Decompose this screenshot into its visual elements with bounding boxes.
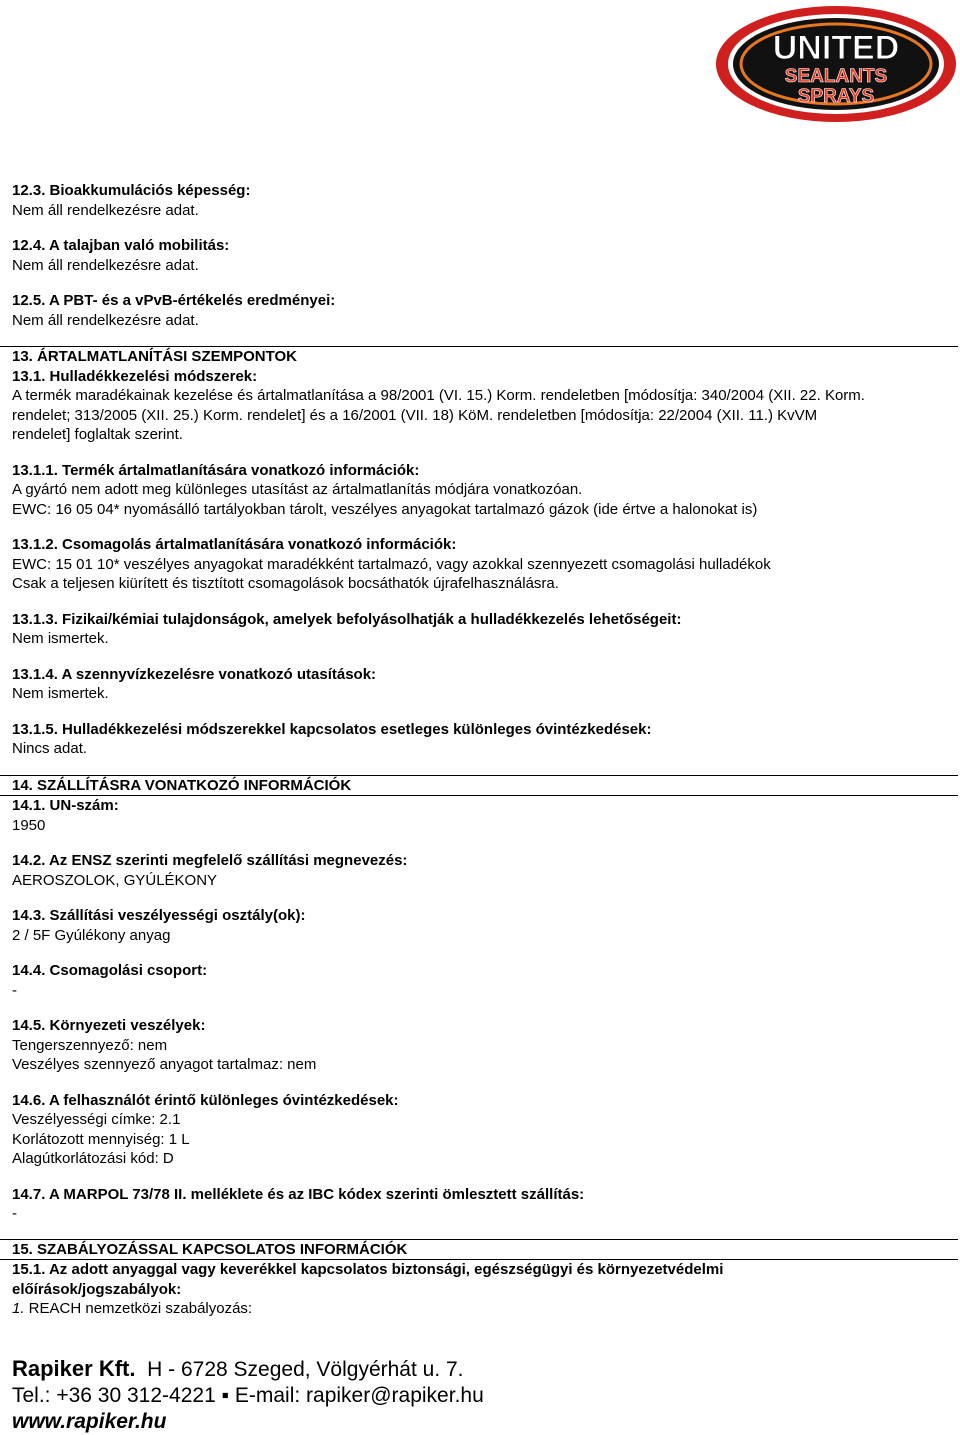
section-14-4-text: -	[12, 981, 17, 999]
section-13-1-heading: 13.1. Hulladékkezelési módszerek:	[12, 367, 258, 385]
section-14-2-heading: 14.2. Az ENSZ szerinti megfelelő szállítási megnevezés:	[12, 852, 408, 869]
section-13-1-3-text: Nem ismertek.	[12, 630, 109, 647]
section-12-3-heading: 12.3. Bioakkumulációs képesség:	[12, 182, 251, 199]
section-14-5-line2: Veszélyes szennyező anyagot tartalmaz: nem	[12, 1056, 317, 1073]
section-13-1-1-heading: 13.1.1. Termék ártalmatlanítására vonatkozó információk:	[12, 461, 420, 479]
section-13-1-4-heading: 13.1.4. A szennyvízkezelésre vonatkozó utasítások:	[12, 665, 377, 683]
section-12-4-text: Nem áll rendelkezésre adat.	[12, 256, 199, 274]
section-15-1-item	[12, 1299, 958, 1319]
section-13-1-2-heading: 13.1.2. Csomagolás ártalmatlanítására vonatkozó információk:	[12, 536, 457, 553]
section-13-1-4-text: Nem ismertek.	[12, 685, 109, 702]
section-13-1-5-heading: 13.1.5. Hulladékkezelési módszerekkel kapcsolatos esetleges különleges óvintézkedések:	[12, 720, 652, 738]
section-14-7-heading: 14.7. A MARPOL 73/78 II. melléklete és az IBC kódex szerinti ömlesztett szállítás:	[12, 1185, 585, 1203]
section-14-5-line1: Tengerszennyező: nem	[12, 1036, 168, 1054]
footer-address: H - 6728 Szeged, Völgyérhát u. 7.	[147, 1358, 464, 1381]
section-14-7-text: -	[12, 1205, 17, 1222]
section-13-1-1-line1: A gyártó nem adott meg különleges utasítást az ártalmatlanítás módjára vonatkozóan.	[12, 481, 583, 498]
section-14-5-heading: 14.5. Környezeti veszélyek:	[12, 1017, 206, 1034]
section-14-6-line3: Alagútkorlátozási kód: D	[12, 1150, 174, 1167]
section-13-1-1-line2: EWC: 16 05 04* nyomásálló tartályokban tárolt, veszélyes anyagokat tartalmazó gázok (ide értve a halonokat is)	[12, 500, 758, 518]
section-15-1-item-number: 1.	[12, 1300, 25, 1317]
section-14-3-text: 2 / 5F Gyúlékony anyag	[12, 926, 171, 944]
logo-text-sealants: SEALANTS	[784, 66, 888, 87]
logo-text-united: UNITED	[772, 29, 900, 67]
section-14-1-heading: 14.1. UN-szám:	[12, 797, 119, 814]
section-13-1-2-line1: EWC: 15 01 10* veszélyes anyagokat maradékként tartalmazó, vagy azokkal szennyezett csomagolási hulladékok	[12, 555, 771, 573]
section-14-2-text: AEROSZOLOK, GYÚLÉKONY	[12, 871, 218, 889]
section-12-5-heading: 12.5. A PBT- és a vPvB-értékelés eredményei:	[12, 292, 336, 309]
footer-line-1	[12, 1356, 484, 1383]
footer-website-link[interactable]: www.rapiker.hu	[12, 1410, 167, 1433]
section-13-heading-bar	[0, 346, 958, 367]
section-15-1-item-text: REACH nemzetközi szabályozás:	[24, 1300, 253, 1317]
section-15-heading-bar	[0, 1239, 958, 1261]
section-13-1-3-heading: 13.1.3. Fizikai/kémiai tulajdonságok, amelyek befolyásolhatják a hulladékkezelés lehetőségeit:	[12, 610, 682, 628]
section-15-heading: 15. SZABÁLYOZÁSSAL KAPCSOLATOS INFORMÁCIÓK	[12, 1240, 408, 1258]
section-14-6-line1: Veszélyességi címke: 2.1	[12, 1111, 181, 1128]
section-12-5-text: Nem áll rendelkezésre adat.	[12, 311, 199, 329]
section-14-heading-bar	[0, 775, 958, 797]
section-14-1-text: 1950	[12, 816, 46, 834]
section-13-1-line1: A termék maradékainak kezelése és ártalmatlanítása a 98/2001 (VI. 15.) Korm. rendeletben [módosítja: 340/2004 (XII. 22. Korm.	[12, 387, 865, 404]
page-footer	[12, 1356, 484, 1435]
footer-contact: Tel.: +36 30 312-4221 ▪ E-mail: rapiker@rapiker.hu	[12, 1384, 484, 1407]
section-12-3-text: Nem áll rendelkezésre adat.	[12, 201, 199, 219]
section-13-1-line2: rendelet; 313/2005 (XII. 25.) Korm. rendelet] és a 16/2001 (VII. 18) KöM. rendeletben [módosítja: 22/2004 (XII. 11.) KvVM	[12, 406, 818, 424]
section-14-6-heading: 14.6. A felhasználót érintő különleges óvintézkedések:	[12, 1091, 399, 1109]
section-13-1-line3: rendelet] foglaltak szerint.	[12, 426, 183, 443]
section-15-1-heading-line2: előírások/jogszabályok:	[12, 1280, 182, 1298]
section-14-6-line2: Korlátozott mennyiség: 1 L	[12, 1130, 190, 1148]
company-logo	[714, 4, 958, 124]
section-12-4-heading: 12.4. A talajban való mobilitás:	[12, 237, 230, 254]
section-14-4-heading: 14.4. Csomagolási csoport:	[12, 962, 208, 979]
section-15-1-heading-line1: 15.1. Az adott anyaggal vagy keverékkel kapcsolatos biztonsági, egészségügyi és környezetvédelmi	[12, 1261, 724, 1278]
section-14-3-heading: 14.3. Szállítási veszélyességi osztály(ok):	[12, 907, 306, 924]
section-13-1-2-line2: Csak a teljesen kiürített és tisztított csomagolások bocsáthatók újrafelhasználásra.	[12, 575, 559, 592]
section-13-heading: 13. ÁRTALMATLANÍTÁSI SZEMPONTOK	[12, 348, 297, 365]
footer-company: Rapiker Kft.	[12, 1356, 136, 1381]
logo-text-sprays: SPRAYS	[797, 86, 875, 107]
section-13-1-5-text: Nincs adat.	[12, 740, 88, 757]
section-14-heading: 14. SZÁLLÍTÁSRA VONATKOZÓ INFORMÁCIÓK	[12, 776, 352, 794]
document-body	[12, 181, 958, 1319]
